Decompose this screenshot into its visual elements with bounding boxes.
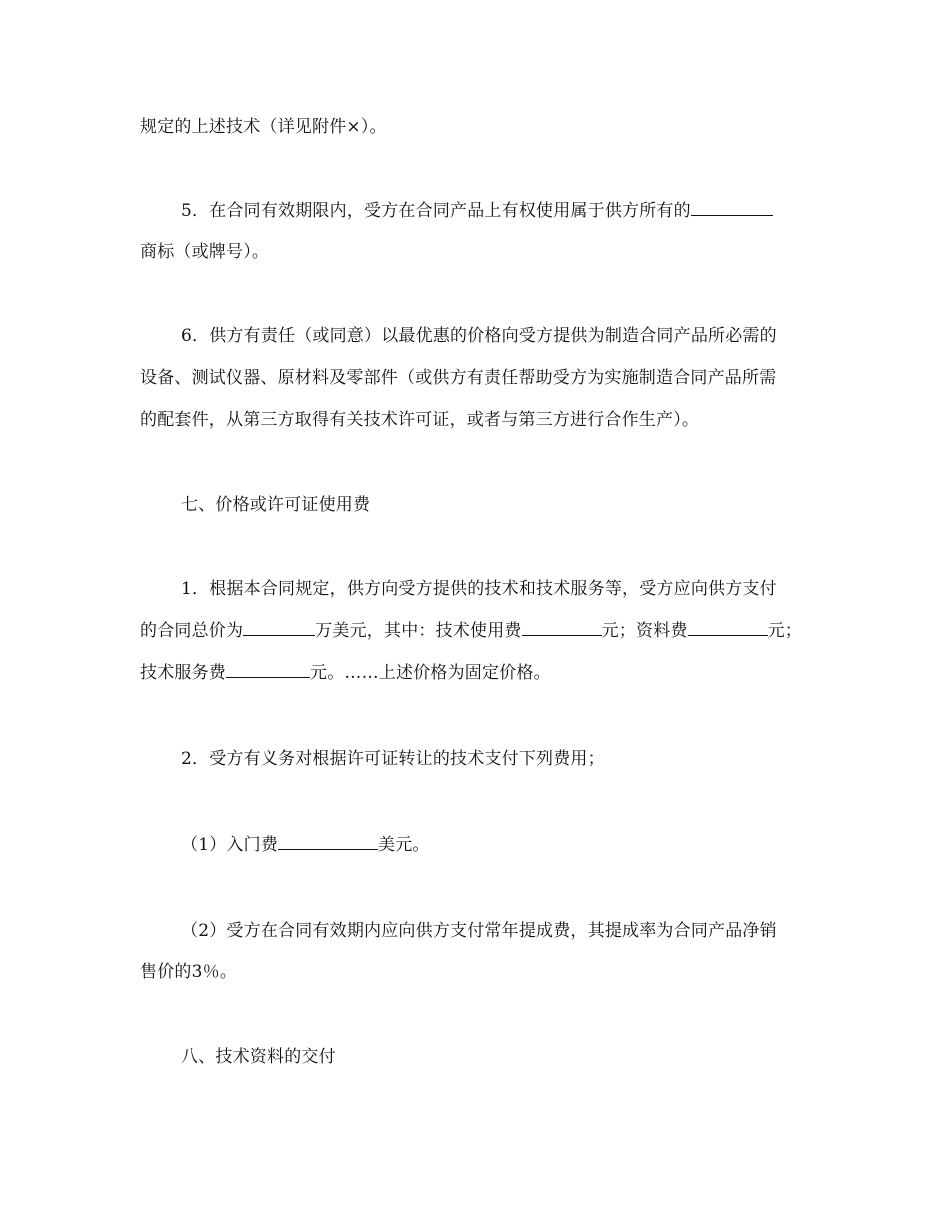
clause-1-line [181, 578, 777, 600]
paragraph-line [140, 367, 776, 389]
text-span: 售价的3％。 [140, 962, 238, 982]
text-span: 元； [767, 621, 803, 641]
section-heading [181, 494, 370, 516]
text-span: （2）受方在合同有效期内应向供方支付常年提成费，其提成率为合同产品净销 [181, 921, 777, 941]
price-line [140, 620, 802, 642]
text-span: 1．根据本合同规定，供方向受方提供的技术和技术服务等，受方应向供方支付 [181, 579, 777, 599]
text-span: 元。……上述价格为固定价格。 [310, 663, 551, 683]
heading-text: 八、技术资料的交付 [181, 1047, 336, 1067]
heading-text: 七、价格或许可证使用费 [181, 495, 371, 515]
entry-fee-blank[interactable] [278, 834, 378, 850]
text-span: 元；资料费 [601, 621, 688, 641]
clause-6-line [181, 325, 777, 347]
text-span: 规定的上述技术（详见附件×）。 [140, 117, 387, 137]
text-span: 6．供方有责任（或同意）以最优惠的价格向受方提供为制造合同产品所必需的 [181, 326, 777, 346]
text-span: 设备、测试仪器、原材料及零部件（或供方有责任帮助受方为实施制造合同产品所需 [140, 368, 777, 388]
text-span: 的合同总价为 [140, 621, 244, 641]
section-heading [181, 1046, 336, 1068]
paragraph-line [140, 116, 387, 138]
text-span: 技术服务费 [140, 663, 226, 683]
entry-fee-line [181, 834, 430, 856]
doc-fee-blank[interactable] [688, 620, 768, 636]
text-span: 5．在合同有效期限内，受方在合同产品上有权使用属于供方所有的 [181, 201, 691, 221]
text-span: （1）入门费 [181, 835, 279, 855]
text-span: 的配套件，从第三方取得有关技术许可证，或者与第三方进行合作生产）。 [140, 410, 700, 430]
tech-fee-blank[interactable] [522, 620, 602, 636]
service-fee-line [140, 662, 551, 684]
trademark-blank[interactable] [691, 200, 773, 216]
text-span: 2．受方有义务对根据许可证转让的技术支付下列费用； [181, 749, 605, 769]
royalty-line [181, 920, 777, 942]
text-span: 美元。 [378, 835, 430, 855]
paragraph-line [140, 241, 269, 263]
text-span: 万美元，其中：技术使用费 [315, 621, 522, 641]
service-fee-blank[interactable] [226, 662, 310, 678]
total-price-blank[interactable] [243, 620, 315, 636]
paragraph-line [140, 409, 699, 431]
paragraph-line [140, 961, 237, 983]
text-span: 商标（或牌号）。 [140, 242, 270, 262]
clause-5-line [181, 200, 773, 222]
clause-2-line [181, 748, 605, 770]
